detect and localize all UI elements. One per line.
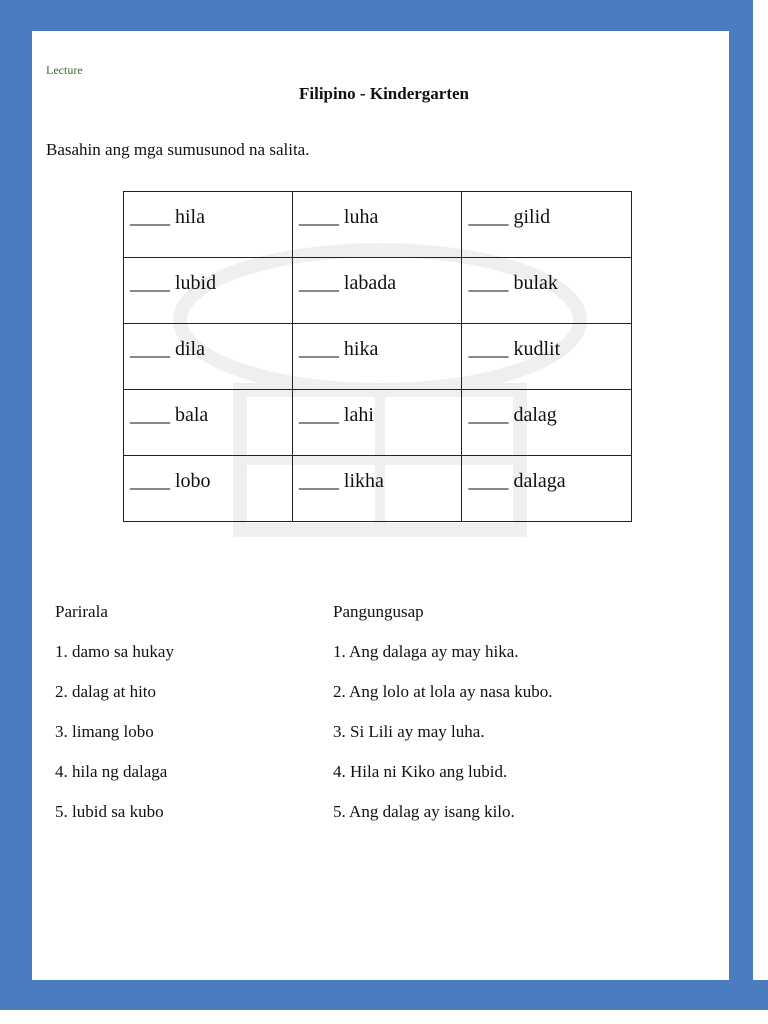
word-item: ____ luha: [298, 206, 379, 228]
table-row: [124, 324, 632, 390]
table-row: [124, 258, 632, 324]
word-item: ____ bulak: [468, 272, 558, 294]
table-cell: [462, 324, 632, 390]
lecture-label: Lecture: [46, 63, 83, 77]
table-cell: [292, 390, 462, 456]
list-item: 2. Ang lolo at lola ay nasa kubo.: [333, 682, 553, 701]
parirala-heading: Parirala: [55, 602, 108, 621]
list-item: 4. Hila ni Kiko ang lubid.: [333, 762, 508, 781]
border-top: [0, 0, 768, 31]
table-row: [124, 390, 632, 456]
table-row: [124, 456, 632, 522]
list-item: 3. Si Lili ay may luha.: [333, 722, 485, 741]
word-item: ____ gilid: [468, 206, 551, 228]
list-item: 5. lubid sa kubo: [55, 802, 164, 821]
word-item: ____ labada: [298, 272, 397, 294]
table-cell: [292, 192, 462, 258]
list-item: 5. Ang dalag ay isang kilo.: [333, 802, 515, 821]
word-item: ____ dalag: [468, 404, 557, 426]
parirala-section: [55, 602, 174, 842]
list-item: 4. hila ng dalaga: [55, 762, 168, 781]
instruction-text: Basahin ang mga sumusunod na salita.: [46, 140, 310, 159]
word-item: ____ dila: [130, 338, 205, 360]
border-bottom: [0, 980, 768, 1010]
border-left: [0, 0, 32, 1024]
pangungusap-heading: Pangungusap: [333, 602, 424, 621]
word-item: ____ lobo: [130, 470, 211, 492]
table-cell: [462, 258, 632, 324]
list-item: 1. Ang dalaga ay may hika.: [333, 642, 519, 661]
table-cell: [124, 324, 293, 390]
table-cell: [292, 456, 462, 522]
table-cell: [292, 258, 462, 324]
table-cell: [462, 390, 632, 456]
page-title: Filipino - Kindergarten: [299, 84, 469, 103]
table-cell: [124, 192, 293, 258]
word-item: ____ kudlit: [468, 338, 561, 360]
word-item: ____ bala: [130, 404, 209, 426]
word-item: ____ hika: [298, 338, 379, 360]
word-table: [123, 191, 632, 522]
table-cell: [462, 192, 632, 258]
word-item: ____ hila: [130, 206, 205, 228]
pangungusap-section: [333, 602, 553, 842]
word-item: ____ lubid: [130, 272, 217, 294]
list-item: 3. limang lobo: [55, 722, 154, 741]
list-item: 1. damo sa hukay: [55, 642, 174, 661]
table-cell: [292, 324, 462, 390]
word-item: ____ likha: [298, 470, 384, 492]
table-cell: [124, 258, 293, 324]
table-cell: [124, 456, 293, 522]
border-right: [729, 0, 753, 1024]
word-item: ____ dalaga: [468, 470, 566, 492]
table-row: [124, 192, 632, 258]
table-cell: [124, 390, 293, 456]
list-item: 2. dalag at hito: [55, 682, 157, 701]
word-item: ____ lahi: [298, 404, 374, 426]
table-cell: [462, 456, 632, 522]
